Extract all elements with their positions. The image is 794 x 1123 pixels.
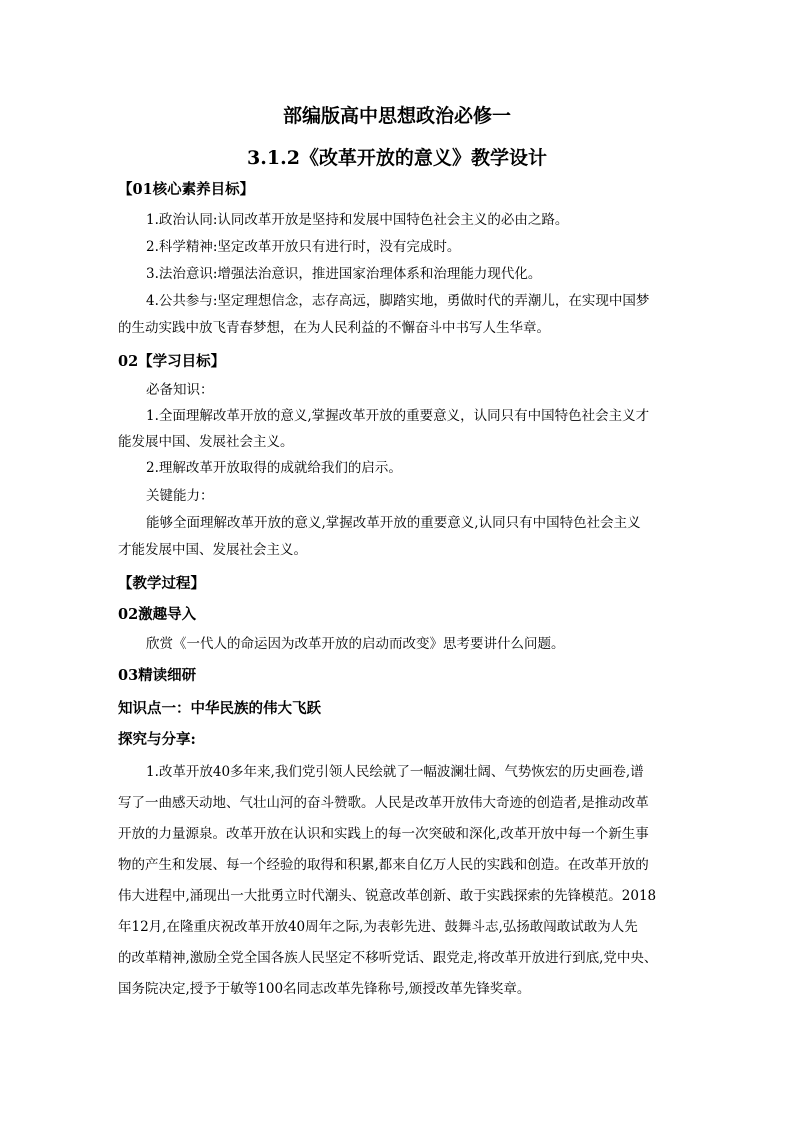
intro-line: 欣赏《一代人的命运因为改革开放的启动而改变》思考要讲什么问题。 (146, 636, 565, 652)
learning-line: 必备知识： (146, 382, 214, 398)
paragraph-line: 年12月,在隆重庆祝改革开放40周年之际,为表彰先进、鼓舞斗志,弘扬敢闯敢试敢为人先 (118, 919, 638, 935)
paragraph-line: 1.改革开放40多年来,我们党引领人民绘就了一幅波澜壮阔、气势恢宏的历史画卷,谱 (146, 764, 644, 780)
learning-line: 才能发展中国、发展社会主义。 (118, 542, 307, 558)
document-subtitle: 3.1.2《改革开放的意义》教学设计 (247, 147, 547, 169)
paragraph-line: 国务院决定,授予于敏等100名同志改革先锋称号,颁授改革先锋奖章。 (118, 981, 531, 997)
literacy-item-continued: 的生动实践中放飞青春梦想，在为人民利益的不懈奋斗中书写人生华章。 (118, 320, 550, 336)
knowledge-point-heading: 知识点一：中华民族的伟大飞跃 (118, 700, 321, 717)
section-heading-learning-goals: 02【学习目标】 (118, 353, 226, 370)
literacy-item: 3.法治意识:增强法治意识，推进国家治理体系和治理能力现代化。 (146, 266, 542, 282)
paragraph-line: 伟大进程中,涌现出一大批勇立时代潮头、锐意改革创新、敢于实践探索的先锋模范。2018 (118, 888, 657, 904)
paragraph-line: 写了一曲感天动地、气壮山河的奋斗赞歌。人民是改革开放伟大奇迹的创造者,是推动改革 (118, 795, 649, 811)
paragraph-line: 物的产生和发展、每一个经验的取得和积累,都来自亿万人民的实践和创造。在改革开放的 (118, 857, 649, 873)
learning-line: 能够全面理解改革开放的意义,掌握改革开放的重要意义,认同只有中国特色社会主义 (146, 515, 641, 531)
document-title: 部编版高中思想政治必修一 (282, 105, 511, 127)
paragraph-line: 开放的力量源泉。改革开放在认识和实践上的每一次突破和深化,改革开放中每一个新生事 (118, 826, 649, 842)
paragraph-line: 的改革精神,激励全党全国各族人民坚定不移听党话、跟党走,将改革开放进行到底,党中央、 (118, 950, 658, 966)
explore-share-heading: 探究与分享: (118, 731, 196, 748)
literacy-item: 2.科学精神:坚定改革开放只有进行时，没有完成时。 (146, 239, 461, 255)
learning-line: 关键能力： (146, 488, 214, 504)
section-heading-core-literacy: 【01核心素养目标】 (118, 181, 255, 198)
section-heading-close-reading: 03精读细研 (118, 667, 197, 684)
learning-line: 能发展中国、发展社会主义。 (118, 434, 294, 450)
literacy-item: 1.政治认同:认同改革开放是坚持和发展中国特色社会主义的必由之路。 (146, 212, 569, 228)
section-heading-teaching-process: 【教学过程】 (118, 575, 205, 592)
literacy-item: 4.公共参与:坚定理想信念，志存高远，脚踏实地，勇做时代的弄潮儿，在实现中国梦 (146, 293, 650, 309)
learning-line: 1.全面理解改革开放的意义,掌握改革开放的重要意义，认同只有中国特色社会主义才 (146, 408, 650, 424)
section-heading-intro: 02激趣导入 (118, 606, 197, 623)
learning-line: 2.理解改革开放取得的成就给我们的启示。 (146, 460, 402, 476)
